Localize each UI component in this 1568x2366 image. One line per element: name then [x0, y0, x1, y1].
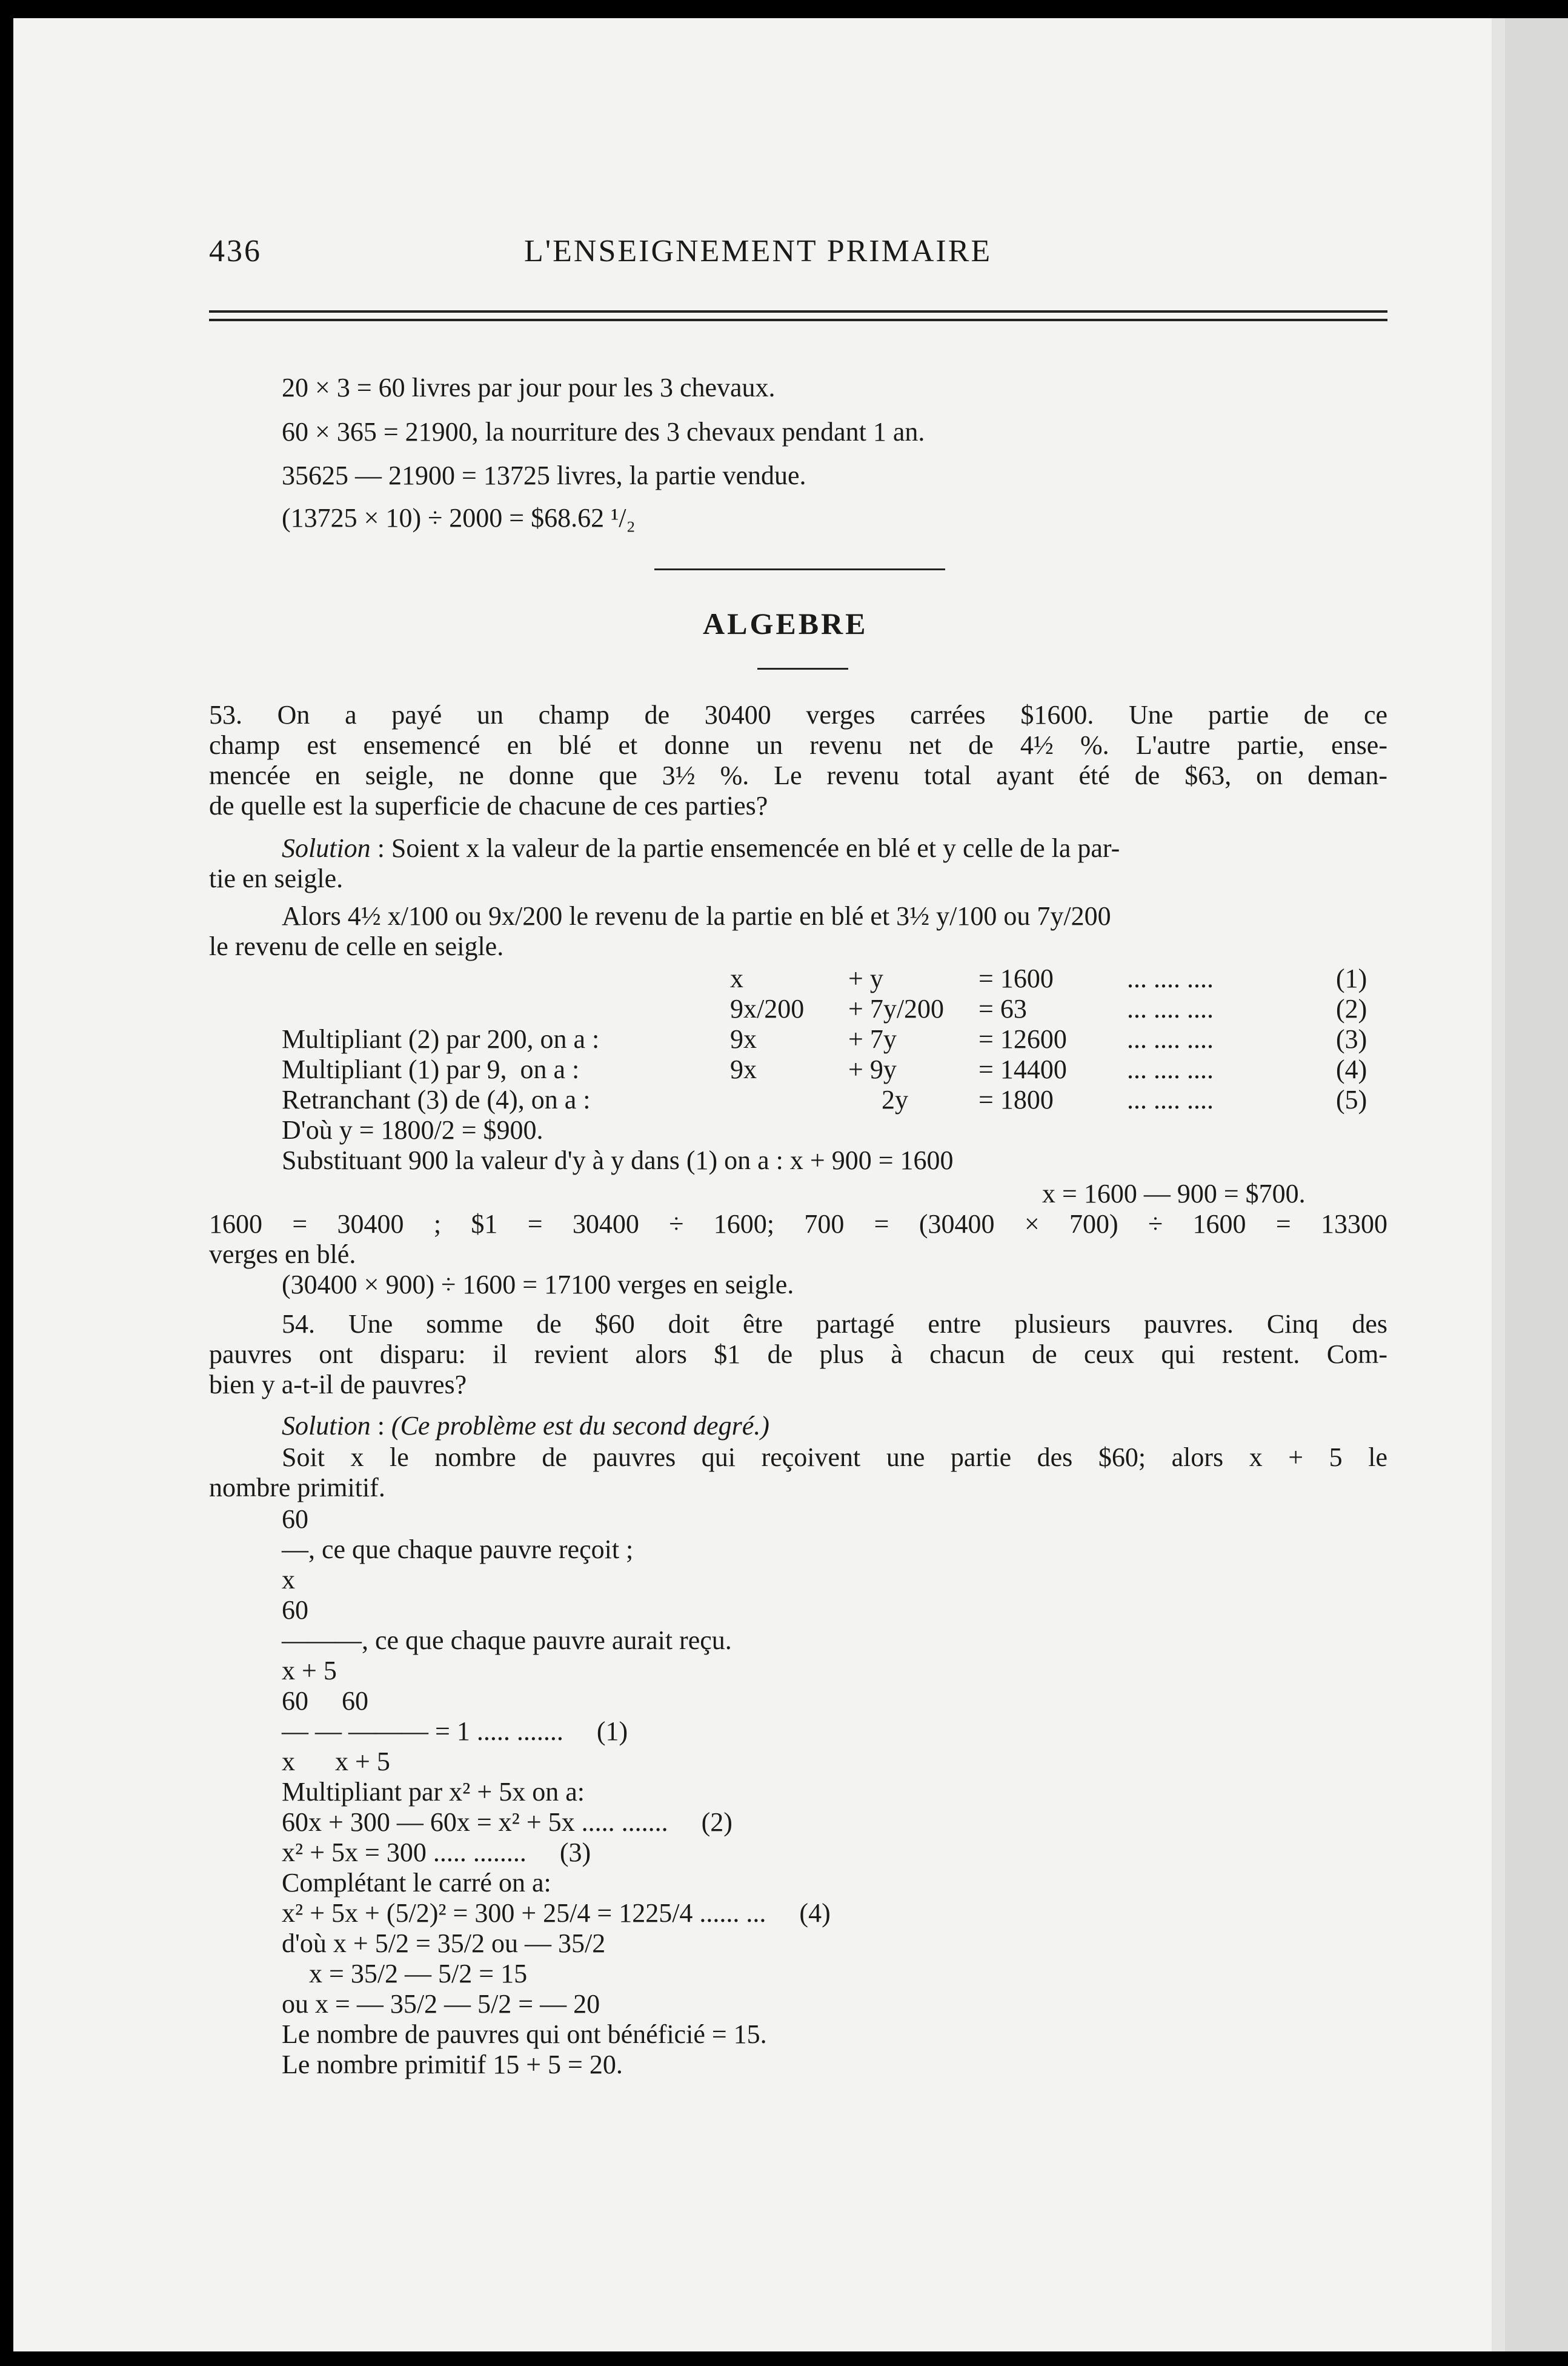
equation-tag: (5) [1336, 1085, 1367, 1115]
working-line: —, ce que chaque pauvre reçoit ; [282, 1535, 634, 1564]
problem-53-line: 53. On a payé un champ de 30400 verges carrées $1600. Une partie de ce [209, 700, 1387, 730]
equation-dots: ... .... .... [1127, 994, 1214, 1024]
solution-54: Solution : (Ce problème est du second degré.) [282, 1411, 769, 1441]
solution-53-line: Alors 4½ x/100 ou 9x/200 le revenu de la partie en blé et 3½ y/100 ou 7y/200 [282, 901, 1111, 931]
solution-note: (Ce problème est du second degré.) [391, 1411, 769, 1441]
equation-tag: (3) [1336, 1024, 1367, 1054]
equation-step: Multipliant (1) par 9, on a : [282, 1055, 580, 1084]
next-page-edge [1505, 18, 1568, 2351]
equation-dots: ... .... .... [1127, 1055, 1214, 1084]
solution-53-line: tie en seigle. [209, 864, 344, 893]
problem-53-line: mencée en seigle, ne donne que 3½ %. Le revenu total ayant été de $63, on deman- [209, 761, 1387, 790]
equation-term-a: 9x/200 [730, 994, 805, 1024]
running-title: L'ENSEIGNEMENT PRIMAIRE [524, 234, 992, 268]
page-number: 436 [209, 234, 262, 268]
problem-53-result: 1600 = 30400 ; $1 = 30400 ÷ 1600; 700 = (30400 × 700) ÷ 1600 = 13300 [209, 1209, 1387, 1239]
working-line: x = 35/2 — 5/2 = 15 [309, 1959, 528, 1988]
solution-label: Solution [282, 833, 371, 863]
page-edge [1492, 18, 1505, 2351]
equation-term-b: + 9y [848, 1055, 897, 1084]
working-line: x² + 5x + (5/2)² = 300 + 25/4 = 1225/4 ...... ... (4) [282, 1898, 831, 1928]
working-line: x + 5 [282, 1656, 337, 1685]
problem-53-result: verges en blé. [209, 1239, 356, 1269]
equation-term-a: 9x [730, 1055, 757, 1084]
working-line: Le nombre de pauvres qui ont bénéficié = 15. [282, 2019, 767, 2049]
working-line: d'où x + 5/2 = 35/2 ou — 35/2 [282, 1928, 606, 1958]
working-line: x x + 5 [282, 1747, 390, 1776]
problem-53-line: de quelle est la superficie de chacune de ces parties? [209, 791, 768, 821]
solution-53-line: le revenu de celle en seigle. [209, 931, 504, 961]
working-line: x² + 5x = 300 ..... ........ (3) [282, 1838, 591, 1867]
working-line: Le nombre primitif 15 + 5 = 20. [282, 2050, 623, 2079]
equation-rhs: = 1800 [978, 1085, 1054, 1115]
working-line: ou x = — 35/2 — 5/2 = — 20 [282, 1989, 600, 2019]
working-line: Multipliant par x² + 5x on a: [282, 1777, 585, 1807]
equation-term-a: x [730, 964, 743, 993]
running-header [209, 233, 1390, 282]
equation-tag: (4) [1336, 1055, 1367, 1084]
intro-line: 35625 — 21900 = 13725 livres, la partie vendue. [282, 461, 806, 490]
equation-rhs: = 1600 [978, 964, 1054, 993]
working-line: ———, ce que chaque pauvre aurait reçu. [282, 1625, 732, 1655]
section-title: ALGEBRE [703, 607, 868, 641]
equation-term-b: + 7y/200 [848, 994, 945, 1024]
solution-label: Solution [282, 1411, 371, 1441]
working-line: — — ——— = 1 ..... ....... (1) [282, 1716, 628, 1746]
working-line: 60 60 [282, 1686, 368, 1716]
solution-54-line: Soit x le nombre de pauvres qui reçoivent une partie des $60; alors x + 5 le [282, 1442, 1387, 1472]
section-rule-bottom [757, 668, 848, 670]
equation-term-b: + y [848, 964, 883, 993]
working-line: 60x + 300 — 60x = x² + 5x ..... ....... (2) [282, 1807, 733, 1837]
problem-53-line: champ est ensemencé en blé et donne un revenu net de 4½ %. L'autre partie, ense- [209, 730, 1387, 760]
intro-line: (13725 × 10) ÷ 2000 = $68.62 ¹/₂ [282, 503, 636, 533]
solution-54-line: nombre primitif. [209, 1473, 385, 1502]
equation-tag: (1) [1336, 964, 1367, 993]
header-double-rule [209, 310, 1387, 321]
working-line: 60 [282, 1595, 308, 1625]
problem-53-result: (30400 × 900) ÷ 1600 = 17100 verges en seigle. [282, 1270, 794, 1299]
equation-dots: ... .... .... [1127, 964, 1214, 993]
equation-rhs: = 63 [978, 994, 1027, 1024]
problem-53-result: x = 1600 — 900 = $700. [1042, 1179, 1306, 1208]
problem-53-result: Substituant 900 la valeur d'y à y dans (1) on a : x + 900 = 1600 [282, 1145, 954, 1175]
equation-term-b: + 7y [848, 1024, 897, 1054]
working-line: 60 [282, 1504, 308, 1534]
equation-step: Retranchant (3) de (4), on a : [282, 1085, 591, 1115]
solution-53 [282, 833, 1120, 864]
equation-term-b: 2y [882, 1085, 908, 1115]
section-rule-top [654, 568, 945, 570]
equation-rhs: = 14400 [978, 1055, 1067, 1084]
equation-dots: ... .... .... [1127, 1085, 1214, 1115]
equation-tag: (2) [1336, 994, 1367, 1024]
intro-line: 20 × 3 = 60 livres par jour pour les 3 chevaux. [282, 373, 776, 402]
problem-54-line: bien y a-t-il de pauvres? [209, 1370, 467, 1399]
equation-term-a: 9x [730, 1024, 757, 1054]
equation-dots: ... .... .... [1127, 1024, 1214, 1054]
solution-text: : Soient x la valeur de la partie ensemencée en blé et y celle de la par- [370, 833, 1120, 863]
problem-54-line: pauvres ont disparu: il revient alors $1 de plus à chacun de ceux qui restent. Com- [209, 1339, 1387, 1369]
working-line: x [282, 1565, 295, 1595]
working-line: Complétant le carré on a: [282, 1868, 551, 1898]
problem-53-result: D'où y = 1800/2 = $900. [282, 1115, 543, 1145]
problem-54-line: 54. Une somme de $60 doit être partagé entre plusieurs pauvres. Cinq des [282, 1309, 1387, 1339]
intro-line: 60 × 365 = 21900, la nourriture des 3 chevaux pendant 1 an. [282, 417, 925, 447]
equation-rhs: = 12600 [978, 1024, 1067, 1054]
equation-step: Multipliant (2) par 200, on a : [282, 1024, 600, 1054]
